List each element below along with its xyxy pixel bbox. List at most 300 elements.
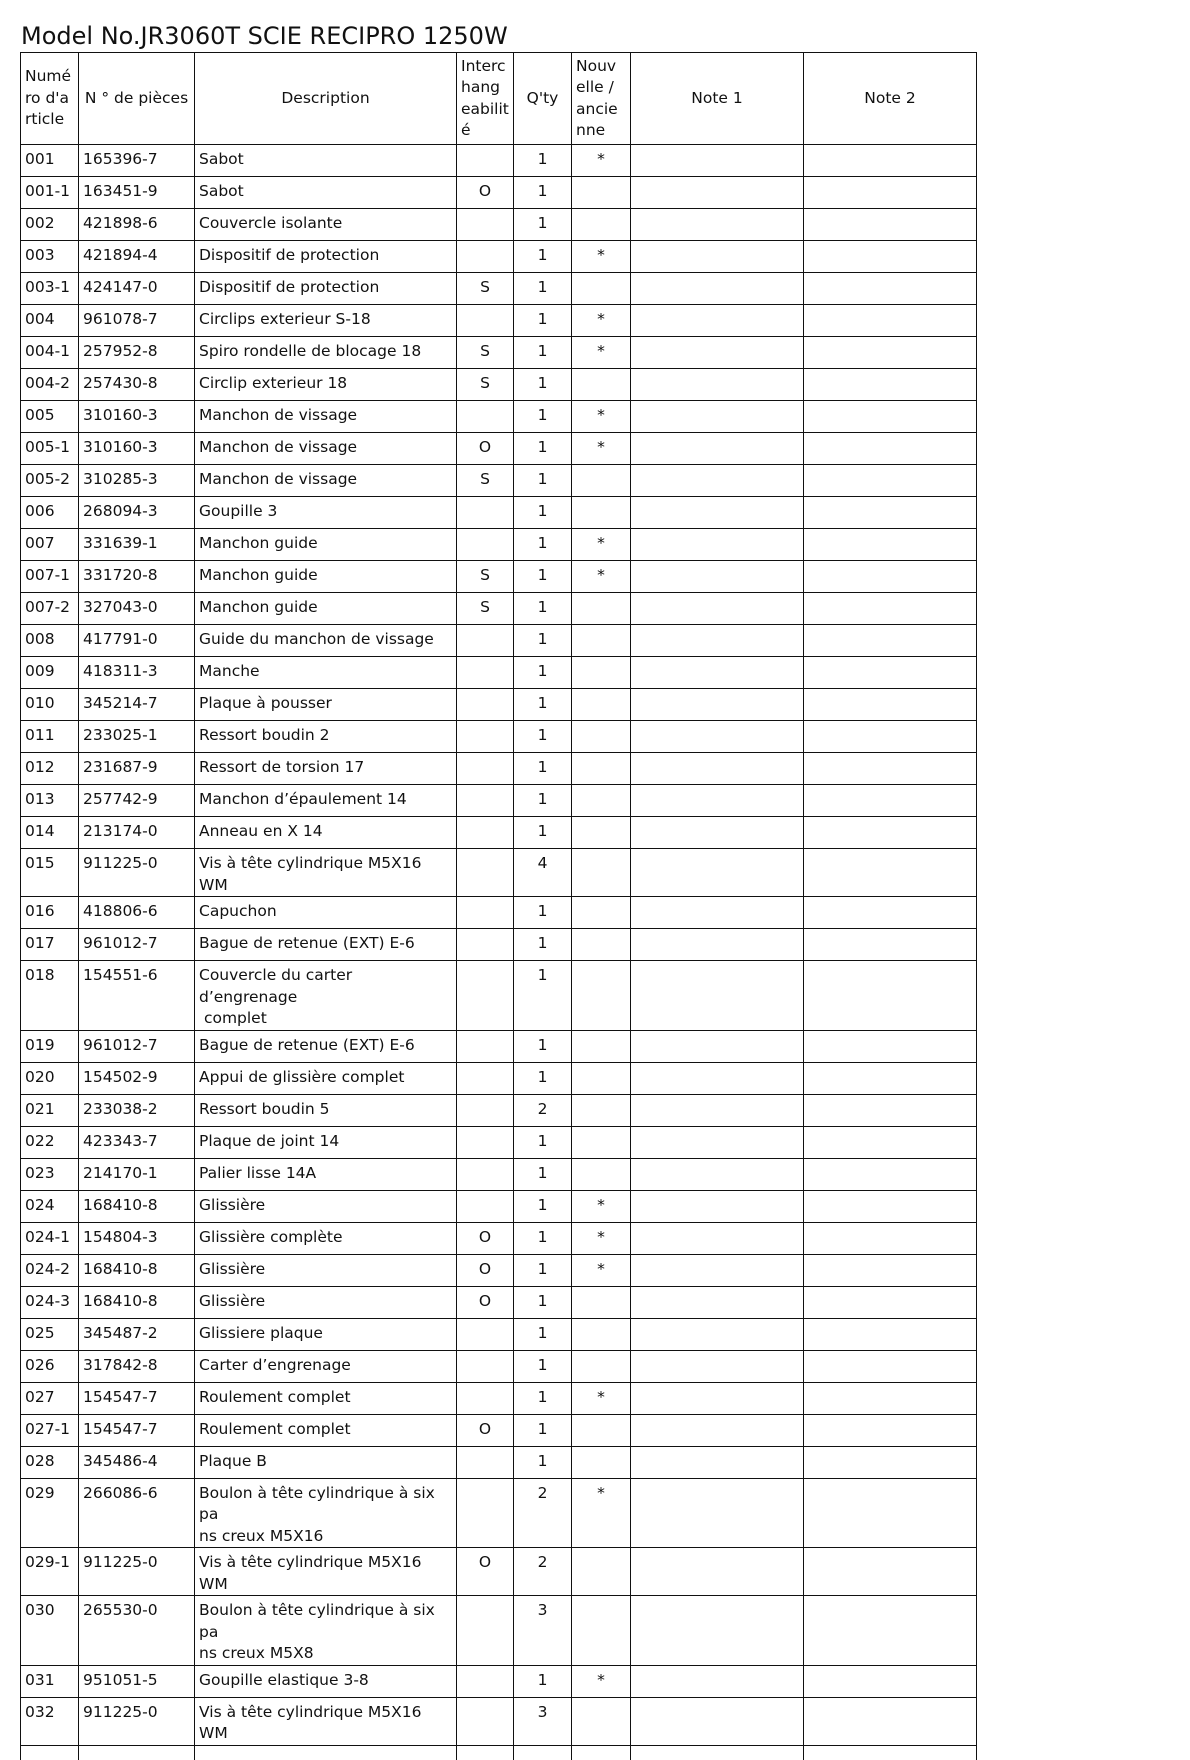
description-cell: Spiro rondelle de blocage 18	[195, 337, 457, 369]
description-cell: Goupille elastique 3-8	[195, 1665, 457, 1697]
note-1-cell	[631, 961, 804, 1031]
note-2-cell	[804, 209, 977, 241]
table-row	[21, 657, 977, 689]
part-number-cell: 266086-6	[79, 1478, 195, 1548]
note-1-cell	[631, 1158, 804, 1190]
note-1-cell	[631, 497, 804, 529]
item-number-cell: 012	[21, 753, 79, 785]
interchangeability-cell: O	[457, 1548, 514, 1596]
interchangeability-cell: O	[457, 177, 514, 209]
quantity-cell: 1	[514, 1062, 572, 1094]
part-number-cell: 214170-1	[79, 1158, 195, 1190]
quantity-cell: 1	[514, 497, 572, 529]
quantity-cell: 1	[514, 145, 572, 177]
note-2-cell	[804, 305, 977, 337]
parts-table-body	[21, 145, 977, 1760]
note-2-cell	[804, 1126, 977, 1158]
interchangeability-cell	[457, 497, 514, 529]
note-1-cell	[631, 145, 804, 177]
quantity-cell: 1	[514, 961, 572, 1031]
item-number-cell: 015	[21, 849, 79, 897]
part-number-cell: 168410-8	[79, 1190, 195, 1222]
new-old-cell: *	[572, 1222, 631, 1254]
quantity-cell: 3	[514, 1697, 572, 1745]
continuation-cell	[79, 1745, 195, 1760]
note-2-cell	[804, 897, 977, 929]
item-number-cell: 027-1	[21, 1414, 79, 1446]
note-1-cell	[631, 561, 804, 593]
new-old-cell	[572, 1318, 631, 1350]
part-number-cell: 168410-8	[79, 1254, 195, 1286]
item-number-cell: 017	[21, 929, 79, 961]
new-old-cell	[572, 625, 631, 657]
description-cell: Manche	[195, 657, 457, 689]
note-1-cell	[631, 785, 804, 817]
quantity-cell: 1	[514, 1158, 572, 1190]
note-1-cell	[631, 273, 804, 305]
table-row	[21, 273, 977, 305]
part-number-cell: 317842-8	[79, 1350, 195, 1382]
table-row	[21, 145, 977, 177]
continuation-cell	[195, 1745, 457, 1760]
note-1-cell	[631, 1190, 804, 1222]
description-cell: Dispositif de protection	[195, 241, 457, 273]
note-1-cell	[631, 401, 804, 433]
description-cell: Manchon guide	[195, 593, 457, 625]
header-interchangeability: Interc hang eabilit é	[457, 53, 514, 145]
table-row	[21, 1190, 977, 1222]
interchangeability-cell	[457, 529, 514, 561]
new-old-cell	[572, 1030, 631, 1062]
table-row	[21, 1665, 977, 1697]
part-number-cell: 163451-9	[79, 177, 195, 209]
new-old-cell	[572, 1126, 631, 1158]
note-2-cell	[804, 1697, 977, 1745]
table-row	[21, 1126, 977, 1158]
interchangeability-cell: O	[457, 1254, 514, 1286]
interchangeability-cell: O	[457, 1222, 514, 1254]
note-1-cell	[631, 337, 804, 369]
interchangeability-cell	[457, 305, 514, 337]
quantity-cell: 1	[514, 929, 572, 961]
note-1-cell	[631, 177, 804, 209]
table-row	[21, 625, 977, 657]
note-2-cell	[804, 1094, 977, 1126]
interchangeability-cell	[457, 1382, 514, 1414]
description-cell: Glissière	[195, 1190, 457, 1222]
item-number-cell: 026	[21, 1350, 79, 1382]
new-old-cell: *	[572, 305, 631, 337]
new-old-cell	[572, 177, 631, 209]
quantity-cell: 1	[514, 1414, 572, 1446]
new-old-cell	[572, 1548, 631, 1596]
header-note-1: Note 1	[631, 53, 804, 145]
description-cell: Manchon guide	[195, 561, 457, 593]
item-number-cell: 004	[21, 305, 79, 337]
interchangeability-cell	[457, 1446, 514, 1478]
quantity-cell: 1	[514, 593, 572, 625]
note-2-cell	[804, 1030, 977, 1062]
interchangeability-cell	[457, 1126, 514, 1158]
new-old-cell	[572, 1062, 631, 1094]
table-row	[21, 401, 977, 433]
part-number-cell: 911225-0	[79, 1697, 195, 1745]
part-number-cell: 911225-0	[79, 1548, 195, 1596]
description-cell: Ressort boudin 5	[195, 1094, 457, 1126]
new-old-cell	[572, 961, 631, 1031]
quantity-cell: 1	[514, 785, 572, 817]
continuation-cell	[631, 1745, 804, 1760]
interchangeability-cell	[457, 753, 514, 785]
description-cell: Bague de retenue (EXT) E-6	[195, 1030, 457, 1062]
note-2-cell	[804, 465, 977, 497]
table-row	[21, 1286, 977, 1318]
description-cell: Manchon d’épaulement 14	[195, 785, 457, 817]
note-2-cell	[804, 273, 977, 305]
header-note-2: Note 2	[804, 53, 977, 145]
note-1-cell	[631, 1548, 804, 1596]
note-2-cell	[804, 689, 977, 721]
item-number-cell: 009	[21, 657, 79, 689]
description-cell: Manchon de vissage	[195, 401, 457, 433]
part-number-cell: 310160-3	[79, 401, 195, 433]
note-1-cell	[631, 1094, 804, 1126]
note-2-cell	[804, 849, 977, 897]
item-number-cell: 027	[21, 1382, 79, 1414]
item-number-cell: 003-1	[21, 273, 79, 305]
item-number-cell: 008	[21, 625, 79, 657]
item-number-cell: 002	[21, 209, 79, 241]
new-old-cell: *	[572, 241, 631, 273]
quantity-cell: 2	[514, 1478, 572, 1548]
quantity-cell: 1	[514, 1126, 572, 1158]
note-1-cell	[631, 1030, 804, 1062]
new-old-cell: *	[572, 561, 631, 593]
quantity-cell: 1	[514, 753, 572, 785]
part-number-cell: 233025-1	[79, 721, 195, 753]
part-number-cell: 154547-7	[79, 1414, 195, 1446]
quantity-cell: 1	[514, 337, 572, 369]
interchangeability-cell	[457, 817, 514, 849]
new-old-cell	[572, 1414, 631, 1446]
interchangeability-cell: O	[457, 1286, 514, 1318]
item-number-cell: 005-2	[21, 465, 79, 497]
new-old-cell	[572, 1596, 631, 1666]
item-number-cell: 028	[21, 1446, 79, 1478]
interchangeability-cell	[457, 657, 514, 689]
note-2-cell	[804, 785, 977, 817]
part-number-cell: 331639-1	[79, 529, 195, 561]
note-2-cell	[804, 1382, 977, 1414]
interchangeability-cell	[457, 689, 514, 721]
new-old-cell: *	[572, 529, 631, 561]
note-2-cell	[804, 1414, 977, 1446]
quantity-cell: 3	[514, 1596, 572, 1666]
new-old-cell: *	[572, 1478, 631, 1548]
note-2-cell	[804, 1222, 977, 1254]
part-number-cell: 345486-4	[79, 1446, 195, 1478]
part-number-cell: 154502-9	[79, 1062, 195, 1094]
description-cell: Plaque B	[195, 1446, 457, 1478]
table-row	[21, 593, 977, 625]
part-number-cell: 423343-7	[79, 1126, 195, 1158]
continuation-cell	[514, 1745, 572, 1760]
note-2-cell	[804, 929, 977, 961]
item-number-cell: 001	[21, 145, 79, 177]
table-row	[21, 785, 977, 817]
note-2-cell	[804, 1596, 977, 1666]
note-1-cell	[631, 593, 804, 625]
quantity-cell: 1	[514, 209, 572, 241]
part-number-cell: 257430-8	[79, 369, 195, 401]
note-1-cell	[631, 721, 804, 753]
header-quantity: Q'ty	[514, 53, 572, 145]
table-row	[21, 1158, 977, 1190]
interchangeability-cell	[457, 721, 514, 753]
quantity-cell: 1	[514, 657, 572, 689]
description-cell: Manchon de vissage	[195, 433, 457, 465]
quantity-cell: 1	[514, 273, 572, 305]
part-number-cell: 154547-7	[79, 1382, 195, 1414]
table-row	[21, 241, 977, 273]
new-old-cell	[572, 1094, 631, 1126]
interchangeability-cell: O	[457, 1414, 514, 1446]
part-number-cell: 310285-3	[79, 465, 195, 497]
note-2-cell	[804, 1318, 977, 1350]
table-row	[21, 337, 977, 369]
quantity-cell: 2	[514, 1094, 572, 1126]
description-cell: Roulement complet	[195, 1382, 457, 1414]
new-old-cell: *	[572, 433, 631, 465]
description-cell: Glissiere plaque	[195, 1318, 457, 1350]
note-2-cell	[804, 961, 977, 1031]
table-row	[21, 1382, 977, 1414]
description-cell: Circlips exterieur S-18	[195, 305, 457, 337]
description-cell: Roulement complet	[195, 1414, 457, 1446]
interchangeability-cell	[457, 785, 514, 817]
parts-table	[20, 52, 977, 1760]
table-row	[21, 961, 977, 1031]
table-row	[21, 433, 977, 465]
table-row	[21, 1548, 977, 1596]
interchangeability-cell	[457, 849, 514, 897]
note-1-cell	[631, 657, 804, 689]
table-row	[21, 1596, 977, 1666]
new-old-cell	[572, 497, 631, 529]
table-row	[21, 561, 977, 593]
table-row	[21, 753, 977, 785]
description-cell: Dispositif de protection	[195, 273, 457, 305]
quantity-cell: 1	[514, 465, 572, 497]
item-number-cell: 022	[21, 1126, 79, 1158]
note-1-cell	[631, 1446, 804, 1478]
table-row	[21, 897, 977, 929]
continuation-cell	[572, 1745, 631, 1760]
table-row	[21, 1697, 977, 1745]
part-number-cell: 417791-0	[79, 625, 195, 657]
description-cell: Circlip exterieur 18	[195, 369, 457, 401]
description-cell: Capuchon	[195, 897, 457, 929]
note-1-cell	[631, 433, 804, 465]
continuation-cell	[21, 1745, 79, 1760]
interchangeability-cell	[457, 1665, 514, 1697]
interchangeability-cell: S	[457, 561, 514, 593]
part-number-cell: 265530-0	[79, 1596, 195, 1666]
table-row	[21, 305, 977, 337]
quantity-cell: 1	[514, 241, 572, 273]
note-1-cell	[631, 209, 804, 241]
item-number-cell: 004-1	[21, 337, 79, 369]
description-cell: Boulon à tête cylindrique à six pa ns creux M5X16	[195, 1478, 457, 1548]
continuation-cell	[457, 1745, 514, 1760]
item-number-cell: 025	[21, 1318, 79, 1350]
note-2-cell	[804, 529, 977, 561]
quantity-cell: 1	[514, 897, 572, 929]
header-description: Description	[195, 53, 457, 145]
quantity-cell: 2	[514, 1548, 572, 1596]
quantity-cell: 1	[514, 1222, 572, 1254]
item-number-cell: 024-2	[21, 1254, 79, 1286]
description-cell: Anneau en X 14	[195, 817, 457, 849]
item-number-cell: 007	[21, 529, 79, 561]
part-number-cell: 154551-6	[79, 961, 195, 1031]
note-1-cell	[631, 1665, 804, 1697]
new-old-cell	[572, 273, 631, 305]
part-number-cell: 418806-6	[79, 897, 195, 929]
description-cell: Vis à tête cylindrique M5X16 WM	[195, 1697, 457, 1745]
part-number-cell: 345214-7	[79, 689, 195, 721]
new-old-cell: *	[572, 1382, 631, 1414]
interchangeability-cell	[457, 1318, 514, 1350]
table-row	[21, 1318, 977, 1350]
note-2-cell	[804, 177, 977, 209]
new-old-cell: *	[572, 1665, 631, 1697]
part-number-cell: 257742-9	[79, 785, 195, 817]
item-number-cell: 016	[21, 897, 79, 929]
item-number-cell: 005	[21, 401, 79, 433]
note-1-cell	[631, 1596, 804, 1666]
new-old-cell	[572, 209, 631, 241]
note-1-cell	[631, 625, 804, 657]
note-1-cell	[631, 1318, 804, 1350]
note-1-cell	[631, 1254, 804, 1286]
quantity-cell: 1	[514, 1318, 572, 1350]
description-cell: Glissière	[195, 1254, 457, 1286]
interchangeability-cell	[457, 1596, 514, 1666]
part-number-cell: 231687-9	[79, 753, 195, 785]
note-2-cell	[804, 337, 977, 369]
new-old-cell	[572, 1446, 631, 1478]
part-number-cell: 951051-5	[79, 1665, 195, 1697]
new-old-cell	[572, 689, 631, 721]
note-1-cell	[631, 1382, 804, 1414]
part-number-cell: 421898-6	[79, 209, 195, 241]
quantity-cell: 1	[514, 1286, 572, 1318]
note-2-cell	[804, 1665, 977, 1697]
item-number-cell: 032	[21, 1697, 79, 1745]
quantity-cell: 1	[514, 1350, 572, 1382]
item-number-cell: 010	[21, 689, 79, 721]
description-cell: Plaque à pousser	[195, 689, 457, 721]
part-number-cell: 961012-7	[79, 1030, 195, 1062]
interchangeability-cell	[457, 209, 514, 241]
new-old-cell	[572, 1697, 631, 1745]
table-row	[21, 1222, 977, 1254]
interchangeability-cell	[457, 241, 514, 273]
header-row	[21, 53, 977, 145]
note-1-cell	[631, 1126, 804, 1158]
description-cell: Manchon guide	[195, 529, 457, 561]
quantity-cell: 1	[514, 401, 572, 433]
new-old-cell	[572, 785, 631, 817]
new-old-cell	[572, 1350, 631, 1382]
part-number-cell: 345487-2	[79, 1318, 195, 1350]
note-2-cell	[804, 1446, 977, 1478]
interchangeability-cell	[457, 1158, 514, 1190]
interchangeability-cell	[457, 401, 514, 433]
quantity-cell: 1	[514, 1190, 572, 1222]
part-number-cell: 257952-8	[79, 337, 195, 369]
interchangeability-cell	[457, 1094, 514, 1126]
note-1-cell	[631, 849, 804, 897]
table-row	[21, 1094, 977, 1126]
table-row	[21, 369, 977, 401]
new-old-cell: *	[572, 401, 631, 433]
table-row	[21, 497, 977, 529]
part-number-cell: 327043-0	[79, 593, 195, 625]
quantity-cell: 1	[514, 1446, 572, 1478]
table-row	[21, 721, 977, 753]
item-number-cell: 030	[21, 1596, 79, 1666]
note-2-cell	[804, 1478, 977, 1548]
description-cell: Couvercle du carter d’engrenage complet	[195, 961, 457, 1031]
table-row	[21, 1254, 977, 1286]
quantity-cell: 1	[514, 625, 572, 657]
part-number-cell: 213174-0	[79, 817, 195, 849]
part-number-cell: 168410-8	[79, 1286, 195, 1318]
note-1-cell	[631, 929, 804, 961]
table-row	[21, 177, 977, 209]
part-number-cell: 424147-0	[79, 273, 195, 305]
new-old-cell	[572, 657, 631, 689]
note-2-cell	[804, 401, 977, 433]
table-row	[21, 529, 977, 561]
item-number-cell: 029	[21, 1478, 79, 1548]
new-old-cell: *	[572, 145, 631, 177]
description-cell: Plaque de joint 14	[195, 1126, 457, 1158]
interchangeability-cell	[457, 1062, 514, 1094]
new-old-cell: *	[572, 1190, 631, 1222]
interchangeability-cell	[457, 929, 514, 961]
part-number-cell: 331720-8	[79, 561, 195, 593]
note-2-cell	[804, 1190, 977, 1222]
part-number-cell: 961078-7	[79, 305, 195, 337]
header-item-number: Numé ro d'a rticle	[21, 53, 79, 145]
item-number-cell: 014	[21, 817, 79, 849]
note-2-cell	[804, 1062, 977, 1094]
header-new-old: Nouv elle / ancie nne	[572, 53, 631, 145]
description-cell: Goupille 3	[195, 497, 457, 529]
interchangeability-cell	[457, 897, 514, 929]
part-number-cell: 961012-7	[79, 929, 195, 961]
quantity-cell: 1	[514, 433, 572, 465]
table-row-continuation	[21, 1745, 977, 1760]
table-row	[21, 1446, 977, 1478]
part-number-cell: 418311-3	[79, 657, 195, 689]
description-cell: Vis à tête cylindrique M5X16 WM	[195, 1548, 457, 1596]
item-number-cell: 006	[21, 497, 79, 529]
item-number-cell: 018	[21, 961, 79, 1031]
